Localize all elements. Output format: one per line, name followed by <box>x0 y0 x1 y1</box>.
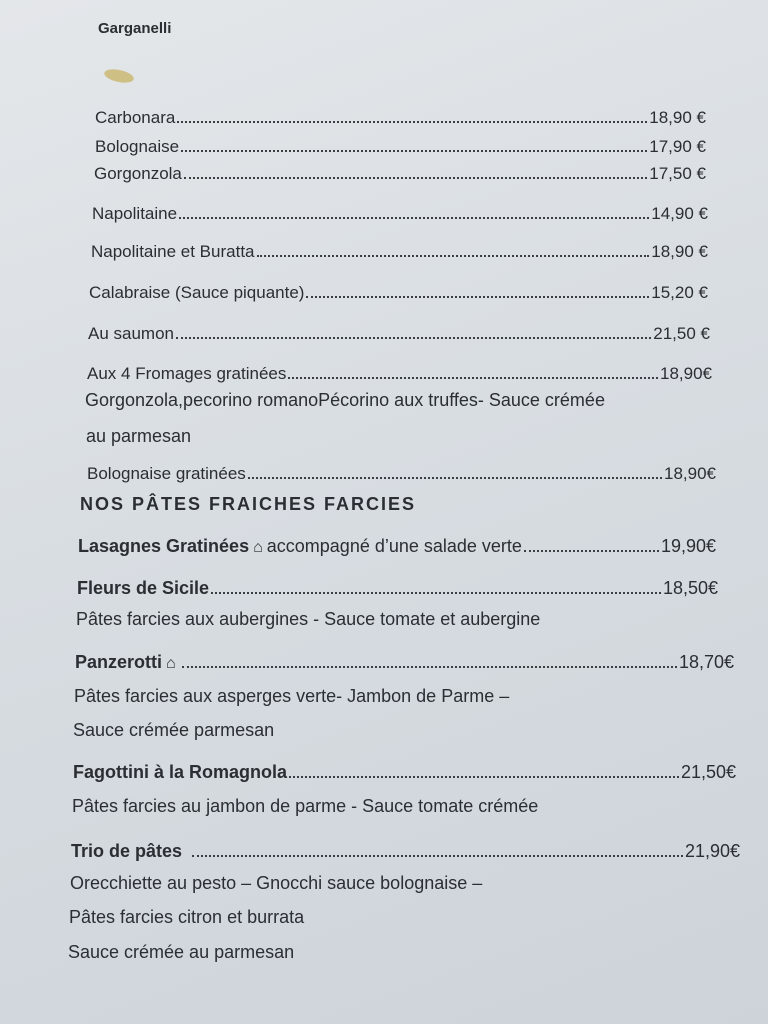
menu-item <box>87 364 712 384</box>
menu-item <box>88 324 710 344</box>
item-name: Gorgonzola <box>94 164 182 183</box>
menu-item <box>75 652 734 673</box>
item-description: Orecchiette au pesto – Gnocchi sauce bolognaise – <box>70 873 483 893</box>
menu-item <box>71 841 740 862</box>
item-price: 18,90€ <box>660 364 712 383</box>
item-price: 18,50€ <box>662 578 718 598</box>
menu-item <box>91 242 708 262</box>
item-name: Au saumon <box>88 324 174 343</box>
menu-item <box>87 464 716 484</box>
item-description: Pâtes farcies aux aubergines - Sauce tomate et aubergine <box>76 609 541 629</box>
item-name: Lasagnes Gratinées <box>78 536 250 556</box>
item-name: Napolitaine <box>92 204 178 223</box>
item-price: 21,90€ <box>684 841 740 861</box>
dot-leader <box>192 855 683 857</box>
item-price: 18,90 € <box>651 242 708 261</box>
item-note: accompagné d’une salade verte <box>266 536 522 556</box>
item-description: Pâtes farcies aux asperges verte- Jambon de Parme – <box>74 686 510 706</box>
item-description: Pâtes farcies au jambon de parme - Sauce tomate crémée <box>72 796 539 816</box>
item-description: Sauce crémée au parmesan <box>68 942 295 962</box>
house-made-icon: ⌂ <box>253 539 263 556</box>
section-title: Garganelli <box>98 20 172 37</box>
menu-item <box>94 164 706 184</box>
dot-leader <box>289 776 679 778</box>
item-name: Bolognaise gratinées <box>87 464 246 483</box>
item-price: 21,50 € <box>653 324 710 343</box>
menu-item <box>95 137 706 157</box>
item-description: Gorgonzola,pecorino romanoPécorino aux truffes- Sauce crémée <box>85 390 605 410</box>
dot-leader <box>184 177 647 179</box>
section-heading: NOS PÂTES FRAICHES FARCIES <box>80 494 417 514</box>
item-name: Calabraise (Sauce piquante) <box>89 283 305 302</box>
dot-leader <box>257 255 650 257</box>
dot-leader <box>179 217 649 219</box>
dot-leader <box>177 121 647 123</box>
item-price: 21,50€ <box>680 762 736 782</box>
menu-item <box>73 762 736 783</box>
dot-leader <box>211 592 661 594</box>
dot-leader <box>176 337 651 339</box>
item-description: au parmesan <box>86 426 192 446</box>
item-price: 17,90 € <box>649 137 706 156</box>
item-name: Napolitaine et Buratta <box>91 242 255 261</box>
menu-item <box>77 578 718 599</box>
stain <box>103 67 135 85</box>
menu-item <box>89 283 708 303</box>
item-price: 19,90€ <box>660 536 716 556</box>
item-name: Carbonara <box>95 108 176 127</box>
dot-leader <box>524 550 659 552</box>
item-price: 15,20 € <box>651 283 708 302</box>
item-description: Sauce crémée parmesan <box>73 720 275 740</box>
item-name: Panzerotti <box>75 652 163 672</box>
item-price: 18,90 € <box>649 108 706 127</box>
item-description: Pâtes farcies citron et burrata <box>69 907 305 927</box>
menu-item <box>92 204 708 224</box>
dot-leader <box>181 150 647 152</box>
item-name: Fagottini à la Romagnola <box>73 762 288 782</box>
item-price: 18,70€ <box>678 652 734 672</box>
house-made-icon: ⌂ <box>166 655 176 672</box>
menu-item <box>95 108 706 128</box>
item-price: 14,90 € <box>651 204 708 223</box>
menu-item <box>78 536 716 557</box>
dot-leader <box>288 377 658 379</box>
item-name: Aux 4 Fromages gratinées <box>87 364 287 383</box>
item-name: Bolognaise <box>95 137 180 156</box>
item-price: 17,50 € <box>649 164 706 183</box>
item-name: Fleurs de Sicile <box>77 578 210 598</box>
item-price: 18,90€ <box>664 464 716 483</box>
dot-leader <box>248 477 662 479</box>
dot-leader <box>306 296 649 298</box>
dot-leader <box>182 666 677 668</box>
item-name: Trio de pâtes <box>71 841 183 861</box>
